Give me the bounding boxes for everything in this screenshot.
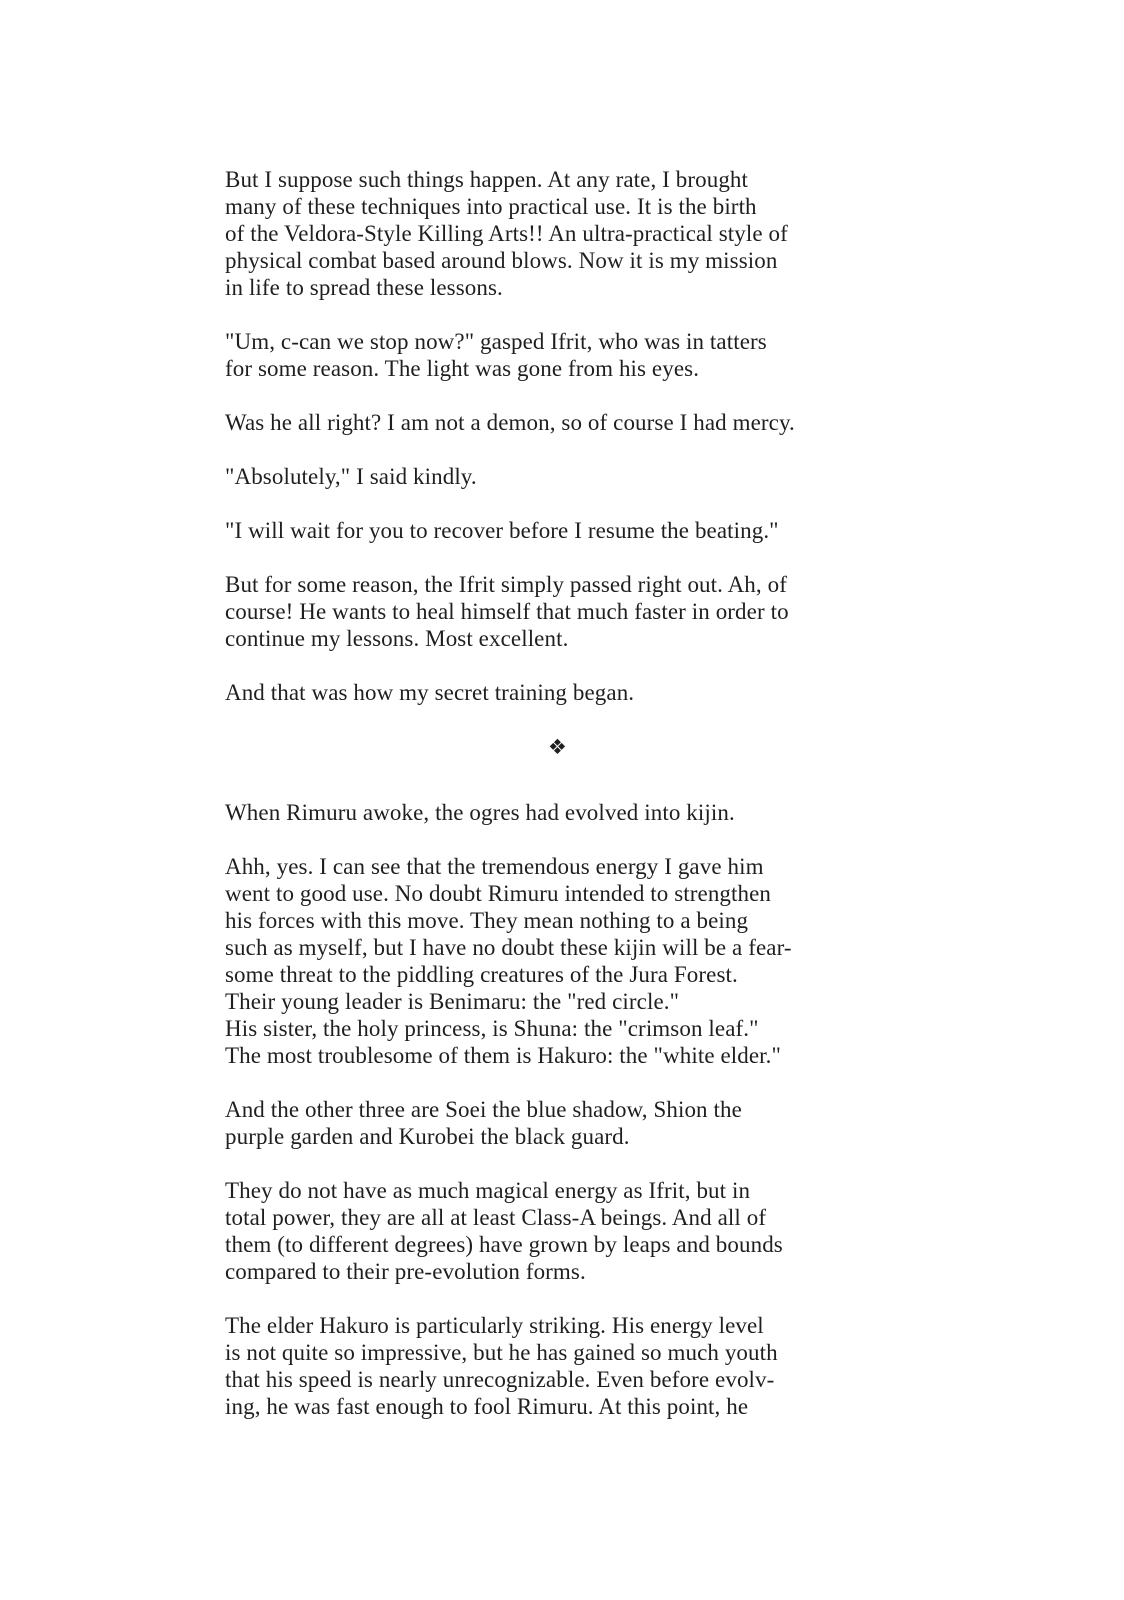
text-line: some threat to the piddling creatures of the Jura Forest. [225,962,738,987]
text-line: "Absolutely," I said kindly. [225,464,477,489]
paragraph [225,1177,890,1285]
text-line: purple garden and Kurobei the black guard. [225,1124,630,1149]
section-divider [225,733,890,761]
paragraph [225,1096,890,1150]
text-line: many of these techniques into practical use. It is the birth [225,194,757,219]
text-line: But I suppose such things happen. At any rate, I brought [225,167,749,192]
text-line: course! He wants to heal himself that much faster in order to [225,599,789,624]
page-text [225,166,890,1447]
paragraph [225,463,890,490]
text-line: And that was how my secret training began. [225,680,635,705]
text-line: But for some reason, the Ifrit simply passed right out. Ah, of [225,572,787,597]
text-line: such as myself, but I have no doubt these kijin will be a fear- [225,935,792,960]
text-line: total power, they are all at least Class-A beings. And all of [225,1205,767,1230]
paragraph [225,1312,890,1420]
text-line: his forces with this move. They mean nothing to a being [225,908,749,933]
paragraph [225,679,890,706]
text-line: His sister, the holy princess, is Shuna: the "crimson leaf." [225,1016,759,1041]
text-line: ing, he was fast enough to fool Rimuru. At this point, he [225,1394,749,1419]
paragraph [225,571,890,652]
text-line: Was he all right? I am not a demon, so of course I had mercy. [225,410,795,435]
text-line: They do not have as much magical energy as Ifrit, but in [225,1178,751,1203]
text-line: physical combat based around blows. Now it is my mission [225,248,778,273]
text-line: Their young leader is Benimaru: the "red circle." [225,989,680,1014]
text-line: "Um, c-can we stop now?" gasped Ifrit, who was in tatters [225,329,767,354]
text-line: for some reason. The light was gone from his eyes. [225,356,700,381]
text-line: Ahh, yes. I can see that the tremendous energy I gave him [225,854,764,879]
divider-diamond-icon: ❖ [548,735,567,759]
text-line: in life to spread these lessons. [225,275,503,300]
text-line: The most troublesome of them is Hakuro: the "white elder." [225,1043,782,1068]
text-line: And the other three are Soei the blue shadow, Shion the [225,1097,742,1122]
paragraph [225,409,890,436]
text-line: went to good use. No doubt Rimuru intended to strengthen [225,881,772,906]
text-line: compared to their pre-evolution forms. [225,1259,586,1284]
text-line: that his speed is nearly unrecognizable. Even before evolv- [225,1367,775,1392]
paragraph [225,328,890,382]
text-line: The elder Hakuro is particularly striking. His energy level [225,1313,764,1338]
text-line: is not quite so impressive, but he has gained so much youth [225,1340,778,1365]
text-line: continue my lessons. Most excellent. [225,626,569,651]
text-line: When Rimuru awoke, the ogres had evolved into kijin. [225,800,735,825]
text-line: them (to different degrees) have grown by leaps and bounds [225,1232,783,1257]
text-line: "I will wait for you to recover before I resume the beating." [225,518,779,543]
paragraph [225,517,890,544]
paragraph [225,166,890,301]
paragraph [225,853,890,1069]
text-line: of the Veldora-Style Killing Arts!! An ultra-practical style of [225,221,788,246]
paragraph [225,799,890,826]
